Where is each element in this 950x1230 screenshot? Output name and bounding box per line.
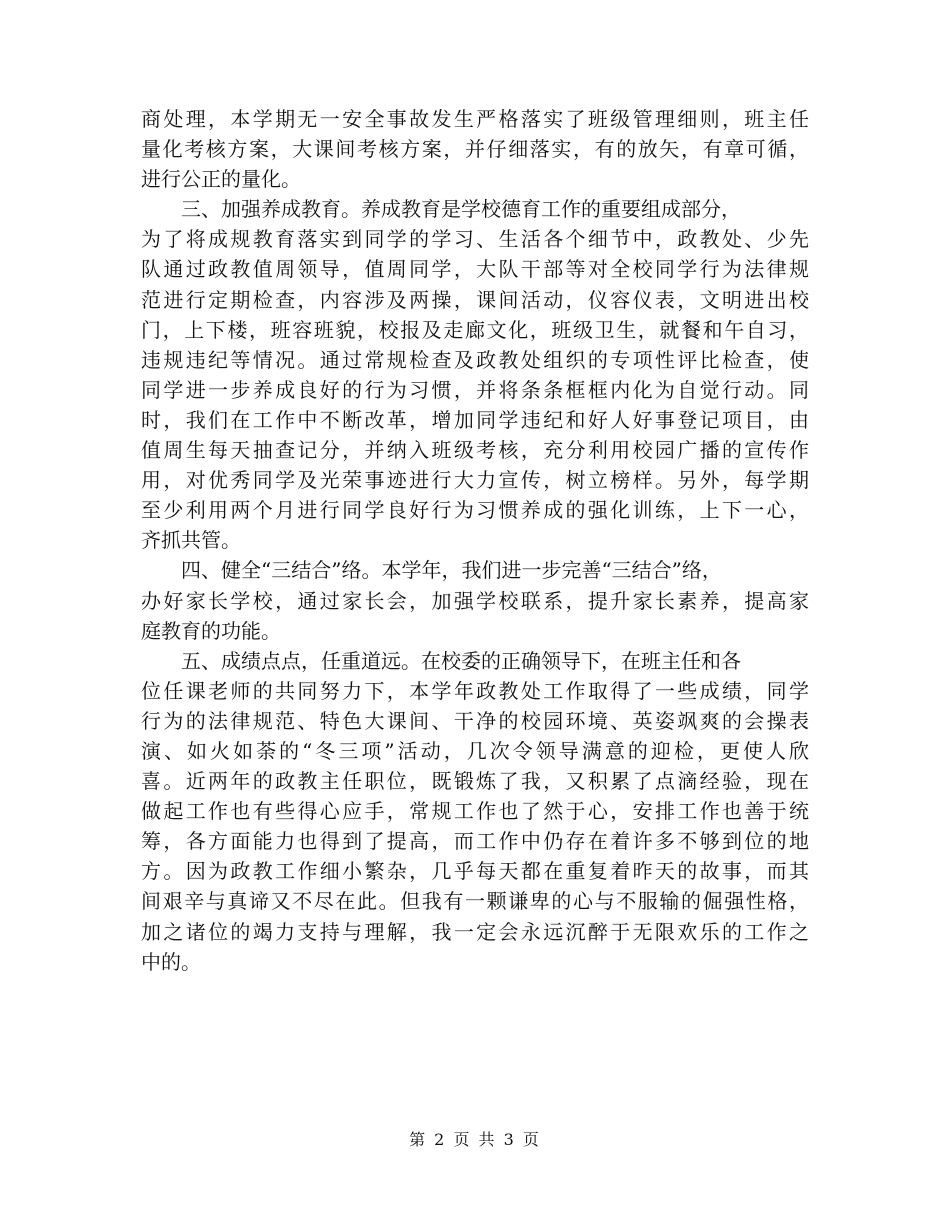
section-4-heading-line: 四、健全“三结合”络。本学年，我们进一步完善“三结合”络， [181,558,722,583]
text-line: 做起工作也有些得心应手，常规工作也了然于心，安排工作也善于统 [141,799,809,824]
text-line: 筹，各方面能力也得到了提高，而工作中仍存在着许多不够到位的地 [141,829,809,854]
text-line: 间艰辛与真谛又不尽在此。但我有一颗谦卑的心与不服输的倔强性格， [141,889,809,914]
text-line: 办好家长学校，通过家长会，加强学校联系，提升家长素养，提高家 [141,588,809,613]
text-line: 喜。近两年的政教主任职位，既锻炼了我，又积累了点滴经验，现在 [141,769,809,794]
text-line: 至少利用两个月进行同学良好行为习惯养成的强化训练，上下一心， [141,498,809,523]
text-line: 值周生每天抽查记分，并纳入班级考核，充分利用校园广播的宣传作 [141,438,809,463]
text-line: 商处理，本学期无一安全事故发生严格落实了班级管理细则，班主任 [141,107,809,131]
text-line: 时，我们在工作中不断改革，增加同学违纪和好人好事登记项目，由 [141,407,809,432]
section-3-heading-line: 三、加强养成教育。养成教育是学校德育工作的重要组成部分， [181,197,741,222]
text-line: 进行公正的量化。 [141,167,301,192]
text-line: 齐抓共管。 [141,528,241,553]
text-line: 位任课老师的共同努力下，本学年政教处工作取得了一些成绩，同学 [141,678,809,703]
text-line: 量化考核方案，大课间考核方案，并仔细落实，有的放矢，有章可循， [141,137,809,162]
text-line: 队通过政教值周领导，值周同学，大队干部等对全校同学行为法律规 [141,257,809,282]
text-line: 中的。 [141,949,201,974]
text-line: 行为的法律规范、特色大课间、干净的校园环境、英姿飒爽的会操表 [141,708,809,733]
text-line: 庭教育的功能。 [141,618,281,643]
text-line: 演、如火如荼的“冬三项”活动，几次令领导满意的迎检，更使人欣 [141,738,809,763]
section-5-heading-line: 五、成绩点点，任重道远。在校委的正确领导下，在班主任和各 [181,648,741,673]
text-line: 加之诸位的竭力支持与理解，我一定会永远沉醉于无限欢乐的工作之 [141,919,809,944]
text-line: 同学进一步养成良好的行为习惯，并将条条框框内化为自觉行动。同 [141,377,809,402]
text-line: 违规违纪等情况。通过常规检查及政教处组织的专项性评比检查，使 [141,347,809,372]
text-line: 用，对优秀同学及光荣事迹进行大力宣传，树立榜样。另外，每学期 [141,468,809,493]
text-line: 方。因为政教工作细小繁杂，几乎每天都在重复着昨天的故事，而其 [141,859,809,884]
text-line: 为了将成规教育落实到同学的学习、生活各个细节中，政教处、少先 [141,227,809,252]
page-footer: 第 2 页 共 3 页 [409,1130,541,1149]
text-line: 门，上下楼，班容班貌，校报及走廊文化，班级卫生，就餐和午自习， [141,317,809,342]
text-line: 范进行定期检查，内容涉及两操，课间活动，仪容仪表，文明进出校 [141,287,809,312]
document-body [141,104,809,977]
